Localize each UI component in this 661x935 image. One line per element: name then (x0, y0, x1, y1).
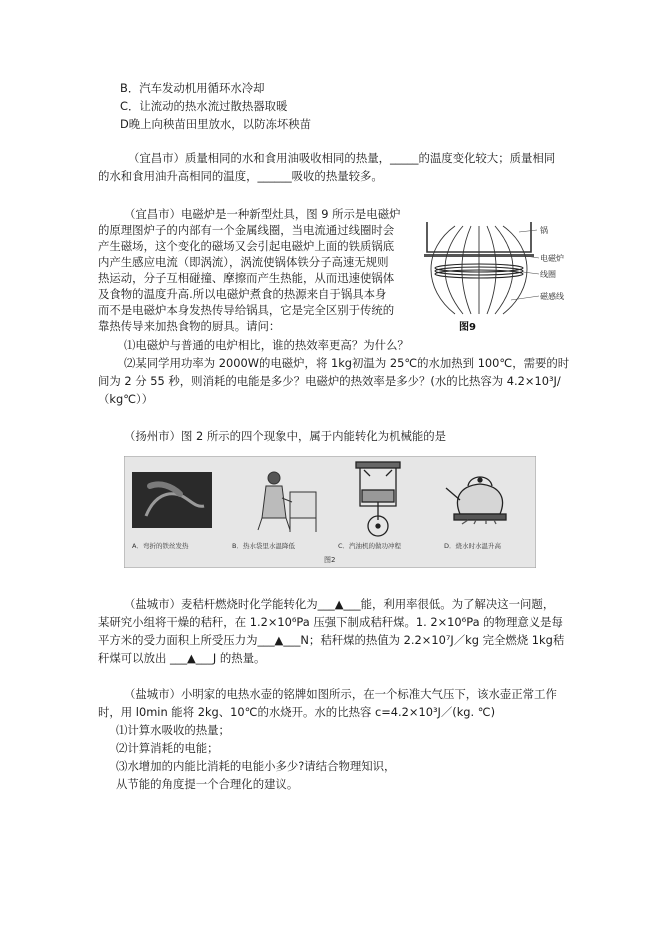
fig2-title: 图2 (324, 556, 336, 564)
q5-sub2: ⑵计算消耗的电能； (116, 741, 219, 755)
q2-sub2-line2: 间为 2 分 55 秒，则消耗的电能是多少？电磁炉的热效率是多少？(水的比热容为 4.2×10³J/ (98, 374, 561, 388)
q4-line3: 平方米的受力面积上所受压力为___▲___N；秸秆煤的热值为 2.2×10⁷J／kg 完全燃烧 1kg秸 (98, 633, 565, 647)
label-pot: 锅 (540, 226, 548, 235)
q5-sub1: ⑴计算水吸收的热量； (116, 723, 230, 737)
label-field: 磁感线 (540, 292, 564, 301)
four-phenomena-figure (124, 456, 536, 568)
caption-d: D．烧水时水温升高 (444, 542, 502, 550)
q2-sub1: ⑴电磁炉与普通的电炉相比，谁的热效率更高？为什么？ (124, 338, 409, 352)
q2-line: 热运动，分子互相碰撞、摩擦而产生热能，从而迅速使锅体 (98, 271, 395, 285)
q5-sub4: 从节能的角度提一个合理化的建议。 (116, 777, 299, 791)
label-coil: 线圈 (540, 270, 556, 279)
q2-line: （宜昌市）电磁炉是一种新型灶具，图 9 所示是电磁炉 (124, 207, 401, 221)
q1-line2: 的水和食用油升高相同的温度，______吸收的热量较多。 (98, 169, 383, 183)
q2-line: 及食物的温度升高.所以电磁炉煮食的热源来自于锅具本身 (98, 287, 387, 301)
q2-line: 的原理图炉子的内部有一个金属线圈，当电流通过线圈时会 (98, 223, 395, 237)
q2-sub2-line1: ⑵某同学用功率为 2000W的电磁炉，将 1kg初温为 25℃的水加热到 100℃，需要的时 (124, 356, 570, 370)
q5-line2: 时，用 l0min 能将 2kg、10℃的水烧开。水的比热容 c=4.2×10³J／(kg. ℃) (98, 705, 496, 719)
option-c: C．让流动的热水流过散热器取暖 (120, 99, 288, 113)
q4-line1: （盐城市）麦秸杆燃烧时化学能转化为___▲___能，利用率很低。为了解决这一问题， (124, 597, 555, 611)
caption-a: A．弯折的铁丝发热 (132, 542, 189, 550)
q2-line: 靠热传导来加热食物的厨具。请问： (98, 319, 281, 333)
q4-line2: 某研究小组将干燥的秸秆，在 1.2×10⁶Pa 压强下制成秸秆煤。1. 2×10⁶Pa 的物理意义是每 (98, 615, 563, 629)
fig9-caption: 图9 (459, 322, 476, 333)
q5-line1: （盐城市）小明家的电热水壶的铭牌如图所示，在一个标准大气压下，该水壶正常工作 (124, 687, 557, 701)
caption-b: B．热水袋里水温降低 (232, 542, 295, 550)
q2-sub2-line3: （kg℃）） (98, 392, 154, 406)
option-b: B．汽车发动机用循环水冷却 (120, 81, 265, 95)
q1-line1: （宜昌市）质量相同的水和食用油吸收相同的热量，_____的温度变化较大；质量相同 (128, 151, 556, 165)
q2-line: 内产生感应电流（即涡流），涡流使锅体铁分子高速无规则 (98, 255, 389, 269)
option-d: D晚上向秧苗田里放水，以防冻坏秧苗 (120, 117, 312, 131)
induction-cooker-diagram (419, 214, 574, 334)
q4-line4: 秆煤可以放出 ___▲___J 的热量。 (98, 651, 266, 665)
q5-sub3: ⑶水增加的内能比消耗的电能小多少?请结合物理知识， (116, 759, 396, 773)
label-stove: 电磁炉 (540, 254, 564, 263)
q2-line: 而不是电磁炉本身发热传导给锅具，它是完全区别于传统的 (98, 303, 395, 317)
caption-c: C．汽油机的做功冲程 (338, 542, 402, 550)
q3-text: （扬州市）图 2 所示的四个现象中，属于内能转化为机械能的是 (124, 429, 447, 443)
q2-line: 产生磁场，这个变化的磁场又会引起电磁炉上面的铁质锅底 (98, 239, 395, 253)
field-lines (431, 226, 527, 314)
panel-a-bending-wire (132, 472, 212, 528)
